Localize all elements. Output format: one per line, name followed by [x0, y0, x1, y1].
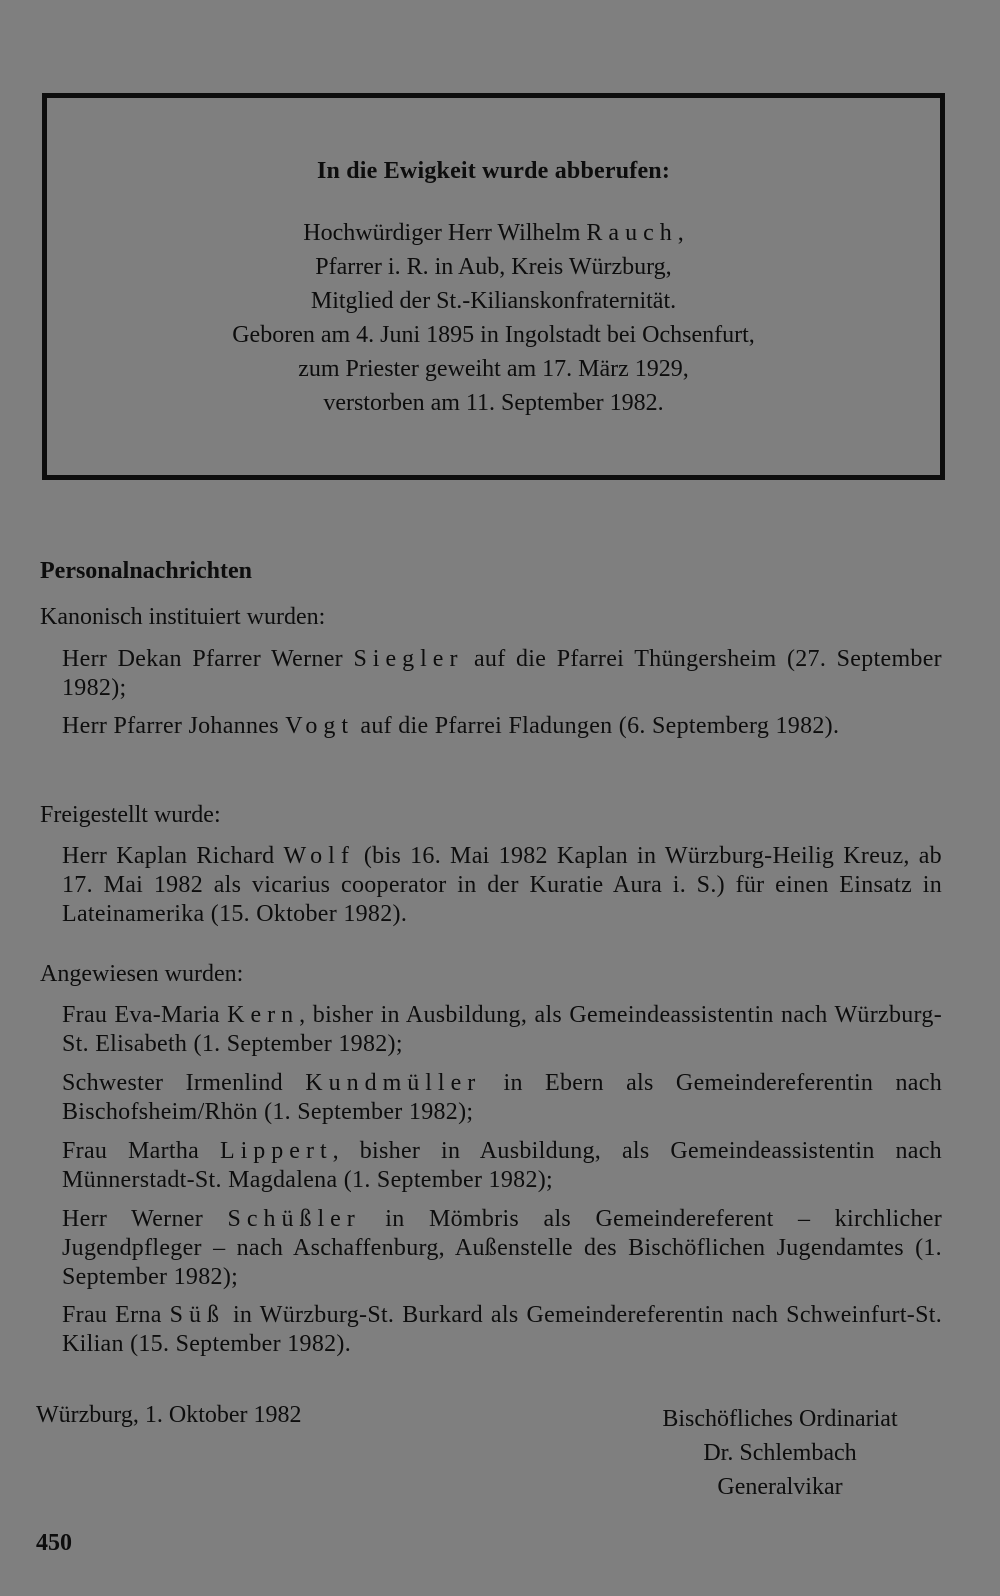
obituary-text: [47, 216, 940, 420]
list-item: [62, 1301, 942, 1359]
place-date: Würzburg, 1. Oktober 1982: [36, 1402, 302, 1428]
entry-name: Vogt: [285, 713, 355, 739]
obituary-name-prefix: Hochwürdiger Herr Wilhelm: [303, 220, 587, 246]
signature-block: [620, 1402, 940, 1504]
entry-suffix: , bisher in Ausbildung, als Gemeindeassistentin nach Münnerstadt-St. Magdalena (1. September 1982);: [62, 1138, 942, 1193]
list-item: [62, 842, 942, 929]
entry-suffix: in Würzburg-St. Burkard als Gemeindereferentin nach Schweinfurt-St. Kilian (15. September 1982).: [62, 1302, 942, 1357]
entry-prefix: Frau Erna: [62, 1302, 170, 1328]
entry-prefix: Herr Kaplan Richard: [62, 843, 284, 869]
entry-name: Lippert: [219, 1138, 333, 1164]
entry-prefix: Herr Dekan Pfarrer Werner: [62, 646, 354, 672]
obituary-name-suffix: ,: [677, 220, 684, 246]
entry-suffix: in Mömbris als Gemeindereferent – kirchlicher Jugendpfleger – nach Aschaffenburg, Außenstelle des Bischöflichen Jugendamtes (1. September 1982);: [62, 1206, 943, 1290]
section-title: Personalnachrichten: [40, 558, 252, 584]
entry-prefix: Frau Eva-Maria: [62, 1002, 228, 1028]
signer-title: Generalvikar: [717, 1474, 843, 1500]
entry-suffix: (bis 16. Mai 1982 Kaplan in Würzburg-Heilig Kreuz, ab 17. Mai 1982 als vicarius cooperator in der Kuratie Aura i. S.) für einen Einsatz in Lateinamerika (15. Oktober 1982).: [62, 843, 942, 927]
entry-prefix: Herr Werner: [62, 1206, 228, 1232]
entry-name: Süß: [169, 1302, 225, 1328]
obituary-box: [42, 93, 945, 480]
list-item: [62, 645, 942, 703]
obituary-line: zum Priester geweiht am 17. März 1929,: [298, 356, 689, 382]
entry-suffix: auf die Pfarrei Thüngersheim (27. September 1982);: [62, 646, 942, 701]
list-item: [62, 1069, 942, 1127]
signer-name: Dr. Schlembach: [703, 1440, 857, 1466]
group-heading: Freigestellt wurde:: [40, 802, 221, 828]
entry-prefix: Frau Martha: [62, 1138, 220, 1164]
entry-suffix: , bisher in Ausbildung, als Gemeindeassistentin nach Würzburg-St. Elisabeth (1. September 1982);: [62, 1002, 942, 1057]
obituary-line: [47, 216, 940, 250]
list-item: [62, 1001, 942, 1059]
entry-suffix: in Ebern als Gemeindereferentin nach Bischofsheim/Rhön (1. September 1982);: [62, 1070, 943, 1125]
entry-name: Kern: [227, 1002, 300, 1028]
entry-name: Kundmüller: [305, 1070, 482, 1096]
list-item: [62, 1137, 942, 1195]
obituary-heading: In die Ewigkeit wurde abberufen:: [316, 158, 671, 184]
obituary-line: Mitglied der St.-Kilianskonfraternität.: [310, 288, 677, 314]
obituary-line: Pfarrer i. R. in Aub, Kreis Würzburg,: [315, 254, 672, 280]
entry-name: Schüßler: [227, 1206, 361, 1232]
entry-name: Wolf: [283, 843, 355, 869]
entry-suffix: auf die Pfarrei Fladungen (6. Septemberg 1982).: [354, 713, 840, 739]
group-heading: Kanonisch instituiert wurden:: [40, 604, 326, 630]
list-item: [62, 1205, 942, 1292]
entry-prefix: Schwester Irmenlind: [62, 1070, 306, 1096]
page-number: 450: [36, 1530, 72, 1556]
office-name: Bischöfliches Ordinariat: [662, 1406, 898, 1432]
entry-name: Siegler: [353, 646, 464, 672]
entry-prefix: Herr Pfarrer Johannes: [62, 713, 286, 739]
obituary-line: Geboren am 4. Juni 1895 in Ingolstadt bei Ochsenfurt,: [232, 322, 755, 348]
obituary-name: Rauch: [586, 220, 678, 246]
list-item: [62, 712, 942, 741]
obituary-line: verstorben am 11. September 1982.: [323, 390, 664, 416]
group-heading: Angewiesen wurden:: [40, 961, 244, 987]
